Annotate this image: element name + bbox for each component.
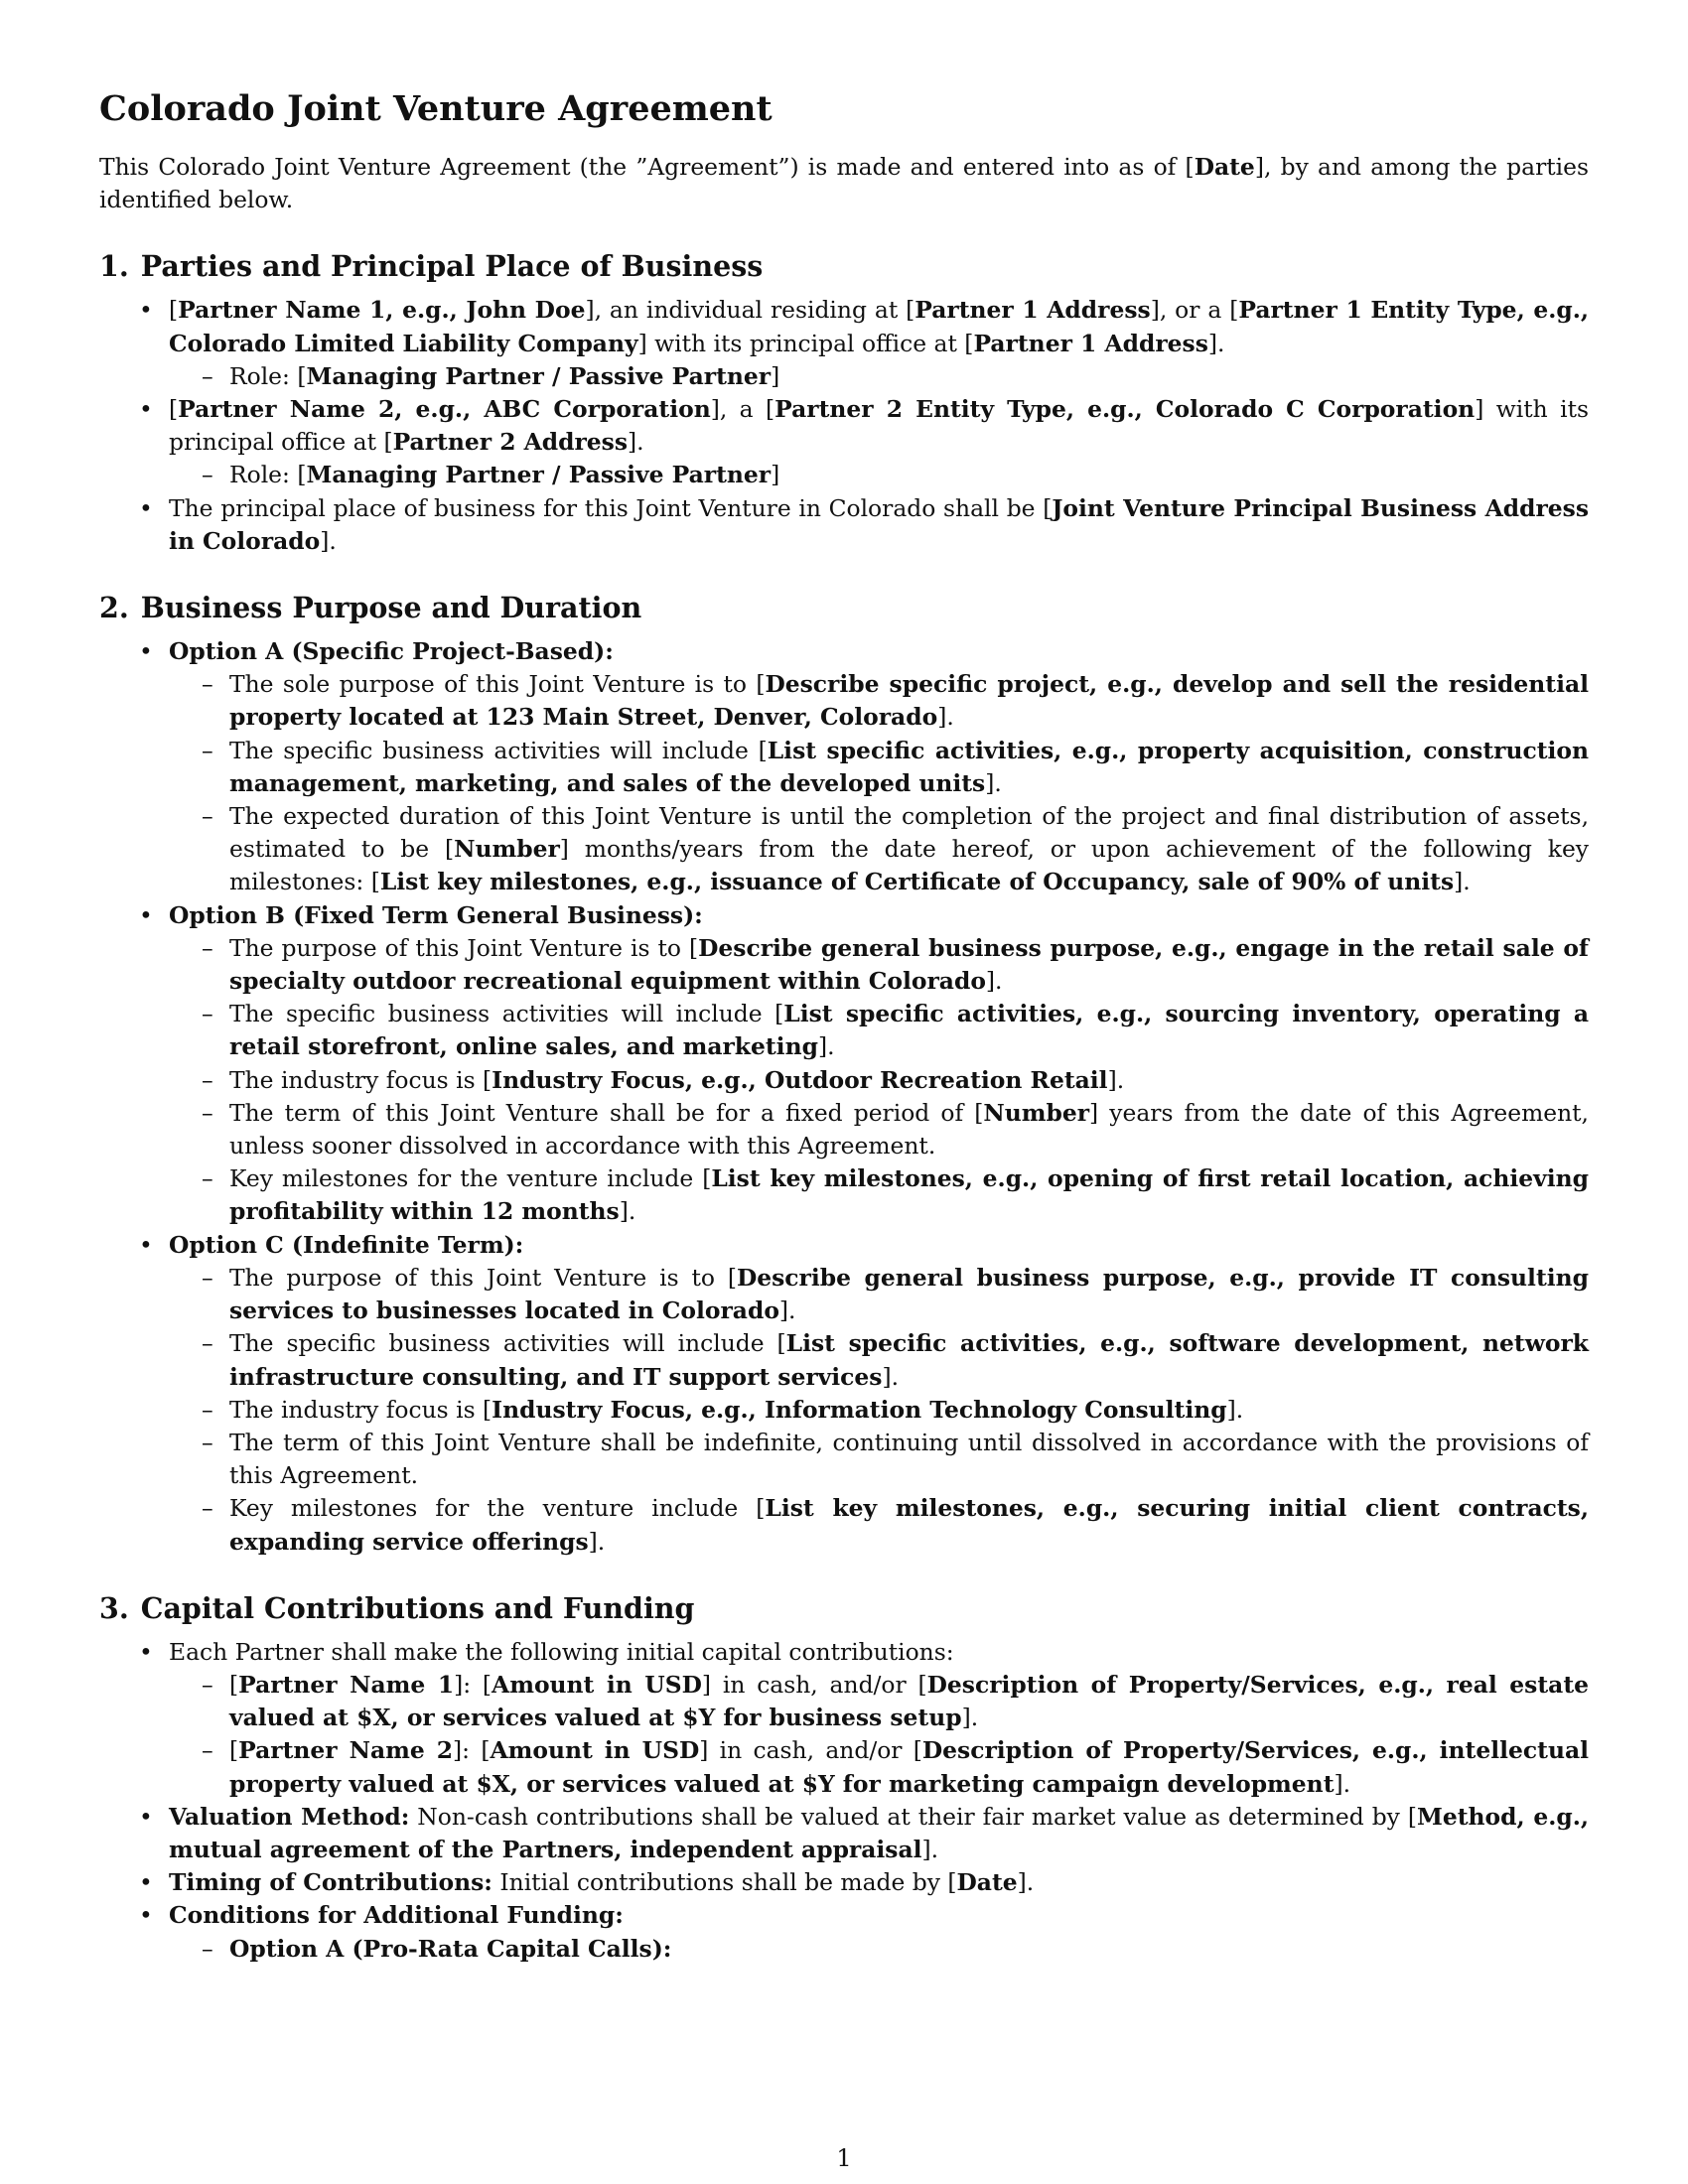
list-item [99, 899, 1589, 1229]
section-heading [99, 590, 1589, 625]
bullet-icon: • [139, 395, 153, 424]
list-item-text [169, 1229, 1589, 1262]
text-run: ]. [1017, 1868, 1035, 1897]
text-run: The expected duration of this Joint Venture is until the completion of the project and final distribution of assets, estimated to be [ [229, 802, 1589, 864]
bullet-icon: • [139, 637, 153, 666]
sub-list-item [169, 932, 1589, 998]
text-run: ]. [1334, 1769, 1351, 1798]
placeholder-field: Conditions for Additional Funding: [169, 1901, 624, 1930]
sub-list-item [169, 1394, 1589, 1427]
list-item-text [169, 1866, 1589, 1899]
placeholder-field: Partner 2 Entity Type, e.g., Colorado C Corporation [774, 395, 1476, 424]
placeholder-field: Option A (Specific Project-Based): [169, 637, 614, 666]
text-run: ]. [817, 1032, 835, 1061]
dash-icon: – [202, 1263, 213, 1292]
dash-icon: – [202, 933, 213, 962]
sub-list-item-text [229, 1097, 1589, 1162]
dash-icon: – [202, 361, 213, 390]
bullet-icon: • [139, 1637, 153, 1666]
text-run: ] with its principal office at [ [637, 329, 974, 357]
text-run: ] [771, 461, 780, 489]
placeholder-field: Partner Name 2 [238, 1736, 454, 1765]
text-run: [ [169, 296, 179, 325]
text-run: ]. [628, 428, 644, 457]
section-number: 3. [99, 1590, 129, 1625]
bullet-icon: • [139, 1901, 153, 1930]
sub-list-item [169, 1734, 1589, 1800]
sub-list-item [169, 668, 1589, 734]
section-number: 1. [99, 249, 129, 284]
sub-list [169, 1933, 1589, 1966]
section-heading [99, 1590, 1589, 1626]
list-item [99, 1229, 1589, 1559]
bullet-icon: • [139, 493, 153, 522]
text-run: ]: [ [453, 1736, 491, 1765]
sub-list-item [169, 1162, 1589, 1228]
placeholder-field: List key milestones, e.g., opening of first retail location, achieving profitability within 12 months [229, 1164, 1589, 1226]
text-run: [ [229, 1670, 239, 1699]
bullet-list [99, 1636, 1589, 1966]
text-run: ], an individual residing at [ [585, 296, 915, 325]
text-run: ], by and among the parties identified below. [99, 153, 1589, 214]
placeholder-field: Partner Name 1, e.g., John Doe [178, 296, 586, 325]
sub-list [169, 932, 1589, 1229]
text-run: ]: [ [454, 1670, 492, 1699]
section-title: Business Purpose and Duration [140, 591, 642, 625]
sub-list-item-text [229, 1492, 1589, 1558]
dash-icon: – [202, 1736, 213, 1765]
placeholder-field: Partner 1 Address [973, 329, 1208, 357]
placeholder-field: List key milestones, e.g., issuance of Certificate of Occupancy, sale of 90% of units [379, 868, 1455, 896]
text-run: ] [771, 361, 780, 390]
section-heading [99, 248, 1589, 284]
placeholder-field: Describe specific project, e.g., develop and sell the residential property located at 123 Main Street, Denver, Colorado [229, 670, 1589, 732]
text-run: Key milestones for the venture include [ [229, 1494, 766, 1523]
text-run: ]. [1226, 1395, 1244, 1424]
list-item-text [169, 635, 1589, 668]
sub-list [169, 360, 1589, 393]
text-run: This Colorado Joint Venture Agreement (the ”Agreement”) is made and entered into as of [99, 153, 1186, 181]
sub-list-item [169, 998, 1589, 1063]
text-run: ], a [ [710, 395, 775, 424]
placeholder-field: Timing of Contributions: [169, 1868, 492, 1897]
dash-icon: – [202, 670, 213, 699]
placeholder-field: Partner 1 Address [914, 296, 1151, 325]
text-run: The principal place of business for this Joint Venture in Colorado shall be [ [169, 493, 1053, 522]
placeholder-field: List specific activities, e.g., sourcing inventory, operating a retail storefront, online sales, and marketing [229, 1000, 1589, 1061]
placeholder-field: Industry Focus, e.g., Information Technology Consulting [492, 1395, 1227, 1424]
section [99, 1590, 1589, 1966]
sub-list-item-text [229, 360, 1589, 393]
text-run: ] in cash, and/or [ [701, 1670, 927, 1699]
list-item-text [169, 1636, 1589, 1669]
placeholder-field: Option A (Pro-Rata Capital Calls): [229, 1934, 672, 1963]
placeholder-field: Managing Partner / Passive Partner [306, 461, 772, 489]
placeholder-field: List specific activities, e.g., property acquisition, construction management, marketing, and sales of the developed units [229, 736, 1589, 797]
placeholder-field: Partner 2 Address [392, 428, 629, 457]
sub-list-item-text [229, 1933, 1589, 1966]
list-item [99, 393, 1589, 492]
dash-icon: – [202, 1428, 213, 1456]
sub-list [169, 1669, 1589, 1801]
list-item-text [169, 492, 1589, 558]
text-run: ]. [985, 967, 1003, 996]
text-run: ]. [1207, 329, 1225, 357]
text-run: The industry focus is [ [229, 1065, 492, 1094]
text-run: Role: [ [229, 361, 307, 390]
placeholder-field: Describe general business purpose, e.g., engage in the retail sale of specialty outdoor recreational equipment within Colorado [229, 933, 1589, 996]
sub-list-item [169, 1427, 1589, 1492]
list-item-text [169, 1801, 1589, 1866]
bullet-icon: • [139, 1802, 153, 1831]
section-title: Capital Contributions and Funding [140, 1590, 695, 1625]
placeholder-field: Date [1194, 153, 1255, 181]
text-run: ]. [588, 1527, 606, 1556]
text-run: The specific business activities will include [ [229, 1329, 786, 1358]
sub-list-item [169, 1064, 1589, 1097]
dash-icon: – [202, 1065, 213, 1094]
placeholder-field: Option B (Fixed Term General Business): [169, 900, 703, 929]
list-item [99, 492, 1589, 558]
sub-list-item-text [229, 800, 1589, 899]
text-run: The term of this Joint Venture shall be indefinite, continuing until dissolved in accordance with the provisions of this Agreement. [229, 1428, 1589, 1490]
bullet-icon: • [139, 1230, 153, 1259]
placeholder-field: Joint Venture Principal Business Address in Colorado [169, 493, 1589, 555]
placeholder-field: Description of Property/Services, e.g., real estate valued at $X, or services valued at $Y for business setup [229, 1670, 1590, 1732]
sub-list-item [169, 1097, 1589, 1162]
text-run: ] with its principal office at [ [169, 395, 1589, 457]
text-run: Key milestones for the venture include [ [229, 1164, 712, 1193]
sub-list-item [169, 1933, 1589, 1966]
dash-icon: – [202, 1395, 213, 1424]
list-item [99, 294, 1589, 393]
placeholder-field: Number [454, 835, 560, 864]
text-run: [ [169, 395, 179, 424]
list-item-text [169, 393, 1589, 459]
section-title: Parties and Principal Place of Business [140, 249, 764, 284]
text-run: ] months/years from the date hereof, or upon achievement of the following key milestones: [ [229, 835, 1590, 896]
text-run: The term of this Joint Venture shall be for a fixed period of [ [229, 1098, 984, 1127]
dash-icon: – [202, 1098, 213, 1127]
text-run: ]. [921, 1835, 939, 1863]
sub-list-item [169, 1262, 1589, 1327]
placeholder-field: List key milestones, e.g., securing initial client contracts, expanding service offerings [229, 1494, 1589, 1556]
sub-list-item-text [229, 735, 1589, 800]
sub-list-item [169, 1669, 1589, 1734]
bullet-icon: • [139, 296, 153, 325]
intro-paragraph [99, 151, 1589, 216]
page-number: 1 [836, 2144, 852, 2172]
sub-list-item-text [229, 1394, 1589, 1427]
sub-list [169, 668, 1589, 898]
placeholder-field: Number [983, 1098, 1090, 1127]
list-item [99, 1866, 1589, 1899]
dash-icon: – [202, 1000, 213, 1028]
sub-list [169, 459, 1589, 491]
text-run: [ [229, 1736, 239, 1765]
placeholder-field: Option C (Indefinite Term): [169, 1230, 524, 1259]
placeholder-field: Amount in USD [492, 1670, 702, 1699]
list-item-text [169, 899, 1589, 932]
sub-list-item-text [229, 668, 1589, 734]
text-run: ] years from the date of this Agreement, unless sooner dissolved in accordance with this Agreement. [229, 1098, 1589, 1160]
placeholder-field: Partner Name 2, e.g., ABC Corporation [178, 395, 711, 424]
document-page [99, 87, 1589, 1966]
list-item-text [169, 1899, 1589, 1932]
text-run: ]. [1454, 868, 1471, 896]
sub-list-item-text [229, 1327, 1589, 1393]
sub-list-item-text [229, 998, 1589, 1063]
dash-icon: – [202, 736, 213, 764]
list-item [99, 1899, 1589, 1965]
placeholder-field: Industry Focus, e.g., Outdoor Recreation Retail [492, 1065, 1108, 1094]
sections-container [99, 248, 1589, 1965]
dash-icon: – [202, 1329, 213, 1358]
sub-list-item-text [229, 1669, 1589, 1734]
text-run: Initial contributions shall be made by [ [492, 1868, 957, 1897]
sub-list-item [169, 1492, 1589, 1558]
placeholder-field: Describe general business purpose, e.g., provide IT consulting services to businesses located in Colorado [229, 1263, 1589, 1325]
dash-icon: – [202, 802, 213, 831]
sub-list-item-text [229, 459, 1589, 491]
text-run: ] in cash, and/or [ [699, 1736, 922, 1765]
sub-list [169, 1262, 1589, 1559]
dash-icon: – [202, 1164, 213, 1193]
text-run: The specific business activities will include [ [229, 736, 768, 764]
text-run: ]. [961, 1704, 979, 1732]
document-title: Colorado Joint Venture Agreement [99, 88, 773, 129]
text-run: [ [1185, 153, 1195, 181]
text-run: The sole purpose of this Joint Venture is to [ [229, 670, 766, 699]
placeholder-field: Description of Property/Services, e.g., intellectual property valued at $X, or services valued at $Y for marketing campaign development [229, 1736, 1589, 1798]
bullet-icon: • [139, 1868, 153, 1897]
sub-list-item [169, 735, 1589, 800]
sub-list-item [169, 459, 1589, 491]
dash-icon: – [202, 1494, 213, 1523]
sub-list-item-text [229, 932, 1589, 998]
placeholder-field: Managing Partner / Passive Partner [306, 361, 772, 390]
placeholder-field: List specific activities, e.g., software development, network infrastructure consulting, and IT support services [229, 1329, 1589, 1391]
list-item [99, 635, 1589, 899]
text-run: Role: [ [229, 461, 307, 489]
text-run: ]. [619, 1197, 636, 1226]
text-run: ], or a [ [1150, 296, 1239, 325]
placeholder-field: Valuation Method: [169, 1802, 410, 1831]
placeholder-field: Partner Name 1 [238, 1670, 455, 1699]
bullet-icon: • [139, 900, 153, 929]
text-run: ]. [882, 1362, 900, 1391]
sub-list-item-text [229, 1734, 1589, 1800]
text-run: The purpose of this Joint Venture is to [ [229, 933, 699, 962]
text-run: The industry focus is [ [229, 1395, 492, 1424]
section [99, 590, 1589, 1559]
text-run: ]. [778, 1297, 796, 1325]
bullet-list [99, 294, 1589, 558]
text-run: ]. [985, 768, 1002, 797]
placeholder-field: Method, e.g., mutual agreement of the Partners, independent appraisal [169, 1802, 1589, 1863]
sub-list-item-text [229, 1427, 1589, 1492]
sub-list-item [169, 360, 1589, 393]
list-item-text [169, 294, 1589, 359]
sub-list-item-text [229, 1064, 1589, 1097]
section [99, 248, 1589, 558]
placeholder-field: Partner 1 Entity Type, e.g., Colorado Limited Liability Company [169, 296, 1590, 357]
text-run: The specific business activities will include [ [229, 1000, 784, 1028]
placeholder-field: Amount in USD [490, 1736, 700, 1765]
list-item [99, 1636, 1589, 1801]
placeholder-field: Date [956, 1868, 1018, 1897]
dash-icon: – [202, 1934, 213, 1963]
section-number: 2. [99, 591, 129, 625]
text-run: Each Partner shall make the following initial capital contributions: [169, 1637, 954, 1666]
sub-list-item [169, 1327, 1589, 1393]
text-run: ]. [1107, 1065, 1125, 1094]
sub-list-item [169, 800, 1589, 899]
dash-icon: – [202, 1670, 213, 1699]
text-run: ]. [937, 703, 954, 732]
list-item [99, 1801, 1589, 1866]
sub-list-item-text [229, 1162, 1589, 1228]
text-run: ]. [320, 526, 337, 555]
bullet-list [99, 635, 1589, 1559]
dash-icon: – [202, 461, 213, 489]
text-run: The purpose of this Joint Venture is to [ [229, 1263, 737, 1292]
text-run: Non-cash contributions shall be valued at their fair market value as determined by [ [409, 1802, 1417, 1831]
sub-list-item-text [229, 1262, 1589, 1327]
